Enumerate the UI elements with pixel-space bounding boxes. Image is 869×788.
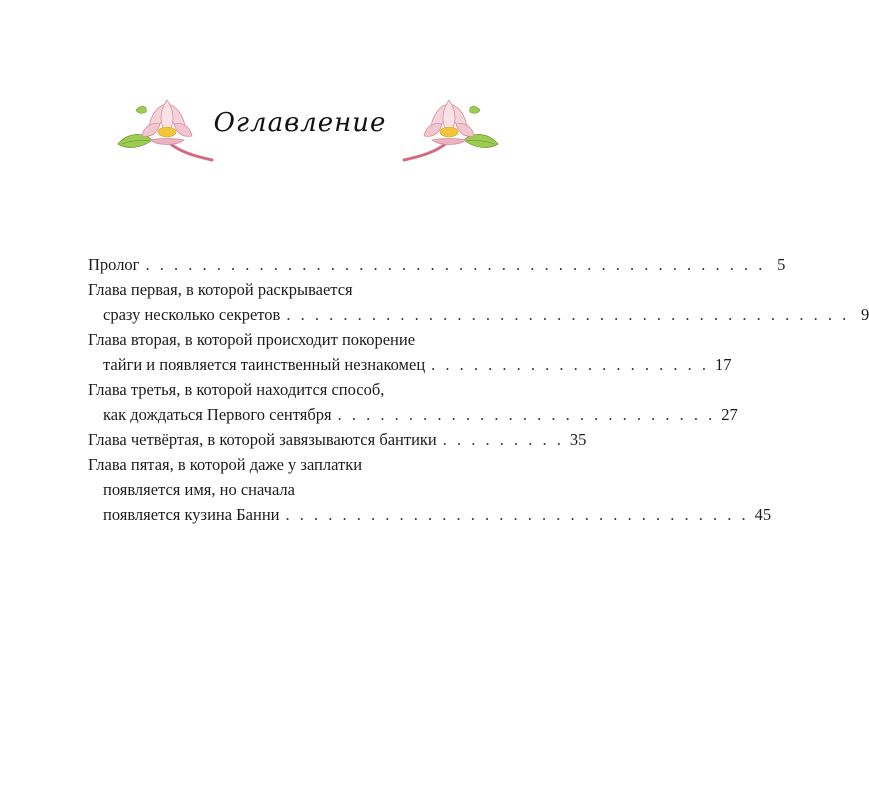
dot-leader: . . . . . . . . . . . . . . . . . . . . . . . . . . . . . . . . . . . . . . . . . . . . [145, 255, 766, 274]
toc-entry-chapter-2-cont[interactable] [88, 352, 732, 377]
toc-page-number: 17 [715, 355, 732, 374]
toc-entry-title: сразу несколько секретов [103, 305, 281, 324]
toc-entry-title: появляется имя, но сначала [103, 480, 295, 499]
toc-page-number: 5 [777, 255, 786, 274]
table-of-contents [88, 252, 869, 527]
dot-leader: . . . . . . . . . . . . . . . . . . . . [431, 355, 710, 374]
toc-entry-title: Глава первая, в которой раскрывается [88, 280, 353, 299]
toc-entry-title: как дождаться Первого сентября [103, 405, 332, 424]
dot-leader: . . . . . . . . . . . . . . . . . . . . . . . . . . . . . . . . . . . . . . . . [286, 305, 850, 324]
lotus-flower-icon [376, 92, 516, 172]
toc-entry-title: Пролог [88, 255, 140, 274]
contents-header [0, 92, 600, 172]
toc-entry-chapter-5-cont[interactable] [88, 502, 772, 527]
toc-entry-title: Глава вторая, в которой происходит покорение [88, 330, 416, 349]
dot-leader: . . . . . . . . . . . . . . . . . . . . . . . . . . . . . . . . . [285, 505, 749, 524]
toc-page-number: 27 [721, 405, 738, 424]
toc-entry-chapter-3[interactable] [88, 377, 528, 402]
page-title: Оглавление [213, 108, 387, 138]
toc-entry-title: появляется кузина Банни [103, 505, 280, 524]
dot-leader: . . . . . . . . . . . . . . . . . . . . . . . . . . . [337, 405, 716, 424]
toc-entry-prologue[interactable] [88, 252, 786, 277]
toc-entry-chapter-5-cont[interactable] [88, 477, 528, 502]
toc-entry-title: Глава четвёртая, в которой завязываются бантики [88, 430, 437, 449]
toc-entry-chapter-1[interactable] [88, 277, 528, 302]
toc-entry-title: Глава пятая, в которой даже у заплатки [88, 455, 363, 474]
toc-entry-title: Глава третья, в которой находится способ, [88, 380, 385, 399]
toc-page-number: 35 [569, 430, 587, 449]
toc-entry-chapter-1-cont[interactable] [88, 302, 869, 327]
toc-page-number: 9 [860, 305, 869, 324]
toc-entry-chapter-3-cont[interactable] [88, 402, 738, 427]
toc-entry-chapter-5[interactable] [88, 452, 528, 477]
dot-leader: . . . . . . . . . [442, 430, 564, 449]
toc-page-number: 45 [754, 505, 772, 524]
toc-entry-chapter-4[interactable] [88, 427, 587, 452]
toc-entry-chapter-2[interactable] [88, 327, 528, 352]
toc-entry-title: тайги и появляется таинственный незнакомец [103, 355, 426, 374]
